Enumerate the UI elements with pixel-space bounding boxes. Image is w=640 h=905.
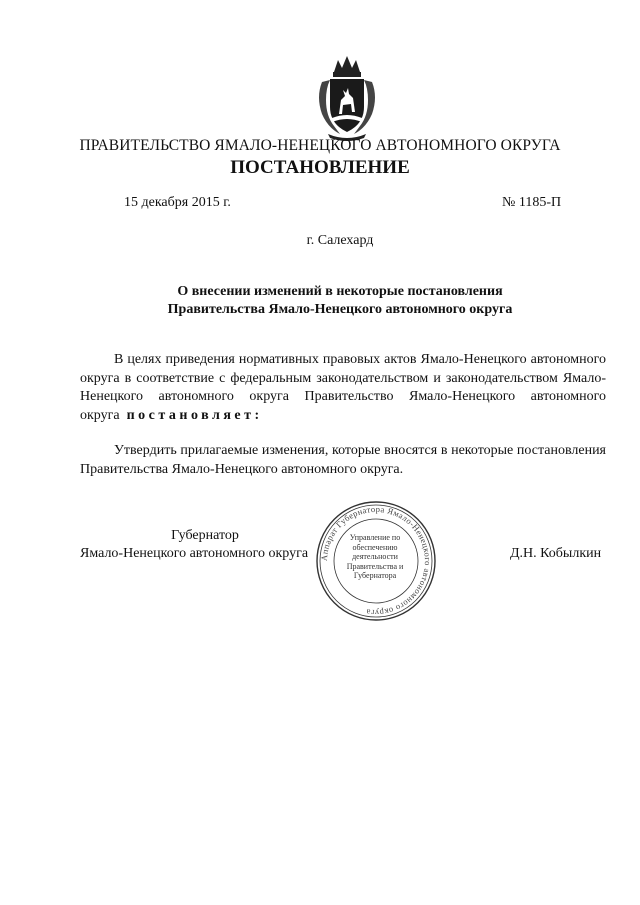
body-paragraph-1	[80, 351, 606, 425]
signatory-name: Д.Н. Кобылкин	[510, 546, 602, 561]
document-title-line1: О внесении изменений в некоторые постановления	[177, 284, 503, 299]
document-date: 15 декабря 2015 г.	[124, 195, 231, 210]
organization-name: ПРАВИТЕЛЬСТВО ЯМАЛО-НЕНЕЦКОГО АВТОНОМНОГО ОКРУГА	[79, 137, 561, 154]
seal-inner-text: Управление по обеспечению деятельности Правительства и Губернатора	[346, 533, 404, 581]
decree-keyword: постановляет:	[126, 407, 263, 423]
document-title	[0, 283, 640, 319]
document-number: № 1185-П	[502, 195, 562, 210]
body-paragraph-2	[80, 442, 606, 479]
document-type-title: ПОСТАНОВЛЕНИЕ	[230, 157, 410, 178]
document-title-line2: Правительства Ямало-Ненецкого автономного округа	[167, 302, 513, 317]
coat-of-arms-emblem	[312, 52, 382, 142]
paragraph-1-text: В целях приведения нормативных правовых актов Ямало-Ненецкого автономного округа в соответствие с федеральным законодательством и законодательством Ямало-Ненецкого автономного округа Правительство Ямало-Ненецкого автономного округа	[80, 352, 606, 423]
paragraph-2-text: Утвердить прилагаемые изменения, которые вносятся в некоторые постановления Правительства Ямало-Ненецкого автономного округа.	[80, 443, 606, 477]
seal-ring-text: Аппарат Губернатора Ямало-Ненецкого автономного округа	[318, 503, 434, 619]
signatory-position-line1: Губернатор	[171, 528, 239, 543]
document-city: г. Салехард	[306, 233, 374, 248]
signatory-position-line2: Ямало-Ненецкого автономного округа	[80, 546, 309, 561]
